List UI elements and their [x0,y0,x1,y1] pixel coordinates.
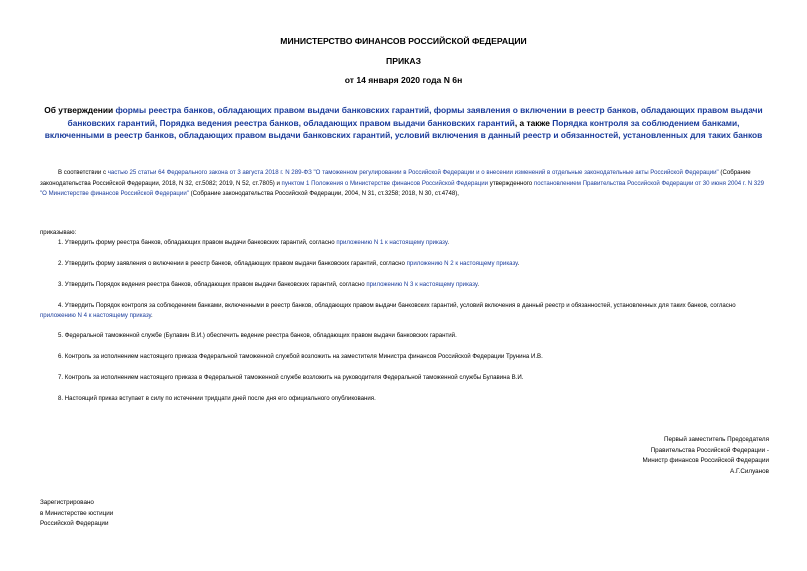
preamble-text-3: утвержденного [488,179,534,187]
item-2-end: . [517,260,520,267]
item-1-appendix-link[interactable]: приложению N 1 к настоящему приказу [336,239,448,246]
title-joiner: , а также [514,117,553,128]
signature-line-1: Первый заместитель Председателя [663,436,769,443]
registration-line-2: в Министерстве юстиции [40,509,114,517]
item-4-end: . [151,312,153,319]
order-item-3 [40,280,770,290]
order-item-2 [40,259,770,269]
item-3-appendix-link[interactable]: приложению N 3 к настоящему приказу [366,281,478,288]
signature-line-3: Министр финансов Российской Федерации [642,457,769,464]
item-3-end: . [477,281,480,288]
signature-block [643,435,770,477]
preamble-link-government-decree[interactable]: постановлением Правительства Российской Федерации от 30 июня 2004 г. N 329 "О Министерстве финансов Российской Федерации" [40,179,764,197]
preamble-text-4: (Собрание законодательства Российской Федерации, 2004, N 31, ст.3258; 2018, N 30, ст.4748), [188,190,459,197]
order-item-4 [40,301,770,321]
order-item-5: 5. Федеральной таможенной службе (Булавин В.И.) обеспечить ведение реестра банков, обладающих правом выдачи банковских гарантий. [58,332,457,339]
item-4-text: 4. Утвердить Порядок контроля за соблюдением банками, включенными в реестр банков, обладающих правом выдачи банковских гарантий, условий включения в данный реестр и обязанностей, установленных для таких банков, согласно [58,302,736,309]
title-prefix: Об утверждении [44,105,116,115]
registration-line-3: Российской Федерации [40,520,109,527]
preamble-link-regulation[interactable]: пунктом 1 Положения о Министерстве финансов Российской Федерации [281,179,489,187]
preamble-text-1: В соответствии с [58,169,108,176]
title-link-control-procedure[interactable]: Порядка контроля за соблюдением банками, включенными в реестр банков, обладающих правом выдачи банковских гарантий, условий включения в данный реестр и обязанностей, установленных для таких банков [44,117,763,140]
registration-line-1: Зарегистрировано [40,499,94,506]
item-2-appendix-link[interactable]: приложению N 2 к настоящему приказу [406,260,518,267]
signature-line-2: Правительства Российской Федерации - [650,446,769,454]
order-item-8: 8. Настоящий приказ вступает в силу по истечении тридцати дней после дня его официального опубликования. [58,395,376,402]
item-4-appendix-link[interactable]: приложению N 4 к настоящему приказу [40,312,151,319]
item-3-text: 3. Утвердить Порядок ведения реестра банков, обладающих правом выдачи банковских гарантий, согласно [58,281,367,288]
order-item-7: 7. Контроль за исполнением настоящего приказа в Федеральной таможенной службе возложить на руководителя Федеральной таможенной службы Булавина В.И. [58,374,524,381]
item-1-end: . [447,239,450,246]
order-item-1 [40,238,770,248]
registration-block [40,498,113,530]
document-type: ПРИКАЗ [386,56,421,66]
item-1-text: 1. Утвердить форму реестра банков, обладающих правом выдачи банковских гарантий, согласно [58,239,337,246]
document-date-number: от 14 января 2020 года N 6н [344,75,463,85]
item-2-text: 2. Утвердить форму заявления о включении в реестр банков, обладающих правом выдачи банковских гарантий, согласно [58,260,407,267]
order-word: приказываю: [40,229,77,236]
preamble-link-federal-law[interactable]: частью 25 статьи 64 Федерального закона от 3 августа 2018 г. N 289-ФЗ "О таможенном регулировании в Российской Федерации и о внесении изменений в отдельные законодательные акты Российской Федерации" [107,169,719,176]
preamble-text-2: (Собрание законодательства Российской Федерации, 2018, N 32, ст.5082; 2019, N 52, ст.7805) и [40,169,751,187]
document-title [40,104,767,142]
order-item-6: 6. Контроль за исполнением настоящего приказа Федеральной таможенной службой возложить на заместителя Министра финансов Российской Федерации Трунина И.В. [58,353,543,360]
signatory-name: А.Г.Силуанов [730,467,769,475]
ministry-heading: МИНИСТЕРСТВО ФИНАНСОВ РОССИЙСКОЙ ФЕДЕРАЦИИ [280,36,527,46]
title-link-forms[interactable]: формы реестра банков, обладающих правом выдачи банковских гарантий, формы заявления о включении в реестр банков, обладающих правом выдачи банковских гарантий, Порядка ведения реестра банков, обладающих правом выдачи банковских гарантий [67,105,763,128]
preamble-paragraph [40,168,770,200]
